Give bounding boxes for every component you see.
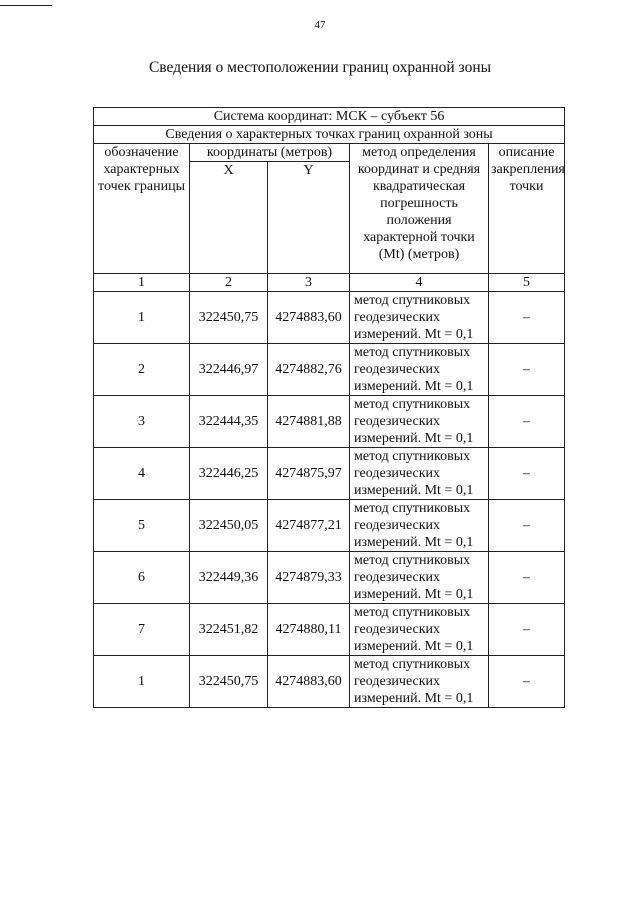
header-y: Y xyxy=(268,162,350,274)
point-id-cell: 3 xyxy=(94,396,190,448)
method-line: метод спутниковых xyxy=(354,553,471,568)
method-cell xyxy=(350,448,489,500)
method-cell xyxy=(350,552,489,604)
method-cell xyxy=(350,604,489,656)
column-number: 4 xyxy=(350,274,489,292)
method-line: геодезических xyxy=(354,622,441,637)
method-line: геодезических xyxy=(354,414,441,429)
method-cell xyxy=(350,292,489,344)
method-line: геодезических xyxy=(354,570,441,585)
method-line: измерений. Mt = 0,1 xyxy=(354,639,474,654)
table-row xyxy=(94,344,565,396)
x-coordinate-cell: 322446,97 xyxy=(190,344,268,396)
header-designation: обозначение характерных точек границы xyxy=(94,144,190,274)
boundary-points-table xyxy=(93,107,565,708)
method-line: метод спутниковых xyxy=(354,449,471,464)
header-description: описание закрепления точки xyxy=(489,144,565,274)
header-method: метод определения координат и средняя квадратическая погрешность положения характерной точки (Mt) (метров) xyxy=(350,144,489,274)
description-cell: – xyxy=(489,656,565,708)
point-id-cell: 2 xyxy=(94,344,190,396)
table-row xyxy=(94,292,565,344)
method-line: геодезических xyxy=(354,518,441,533)
header-x: X xyxy=(190,162,268,274)
y-coordinate-cell: 4274877,21 xyxy=(268,500,350,552)
y-coordinate-cell: 4274883,60 xyxy=(268,656,350,708)
point-id-cell: 6 xyxy=(94,552,190,604)
table-row xyxy=(94,604,565,656)
column-number: 2 xyxy=(190,274,268,292)
method-line: измерений. Mt = 0,1 xyxy=(354,483,474,498)
y-coordinate-cell: 4274883,60 xyxy=(268,292,350,344)
column-number: 1 xyxy=(94,274,190,292)
method-cell xyxy=(350,500,489,552)
method-line: измерений. Mt = 0,1 xyxy=(354,431,474,446)
method-line: измерений. Mt = 0,1 xyxy=(354,535,474,550)
y-coordinate-cell: 4274881,88 xyxy=(268,396,350,448)
method-line: метод спутниковых xyxy=(354,657,471,672)
x-coordinate-cell: 322450,75 xyxy=(190,292,268,344)
description-cell: – xyxy=(489,604,565,656)
method-line: метод спутниковых xyxy=(354,501,471,516)
y-coordinate-cell: 4274882,76 xyxy=(268,344,350,396)
x-coordinate-cell: 322450,05 xyxy=(190,500,268,552)
point-id-cell: 1 xyxy=(94,656,190,708)
header-coordinates: координаты (метров) xyxy=(190,144,350,162)
point-id-cell: 4 xyxy=(94,448,190,500)
method-line: геодезических xyxy=(354,674,441,689)
table-row xyxy=(94,552,565,604)
method-line: геодезических xyxy=(354,466,441,481)
description-cell: – xyxy=(489,344,565,396)
page-number: 47 xyxy=(314,19,326,31)
table-row xyxy=(94,656,565,708)
coordinate-system-row: Система координат: МСК – субъект 56 xyxy=(94,108,565,126)
table-row xyxy=(94,448,565,500)
description-cell: – xyxy=(489,500,565,552)
method-line: измерений. Mt = 0,1 xyxy=(354,587,474,602)
corner-rule xyxy=(0,5,52,6)
column-number: 3 xyxy=(268,274,350,292)
y-coordinate-cell: 4274880,11 xyxy=(268,604,350,656)
description-cell: – xyxy=(489,396,565,448)
description-cell: – xyxy=(489,448,565,500)
point-id-cell: 5 xyxy=(94,500,190,552)
method-cell xyxy=(350,344,489,396)
method-line: метод спутниковых xyxy=(354,397,471,412)
method-cell xyxy=(350,396,489,448)
table-row xyxy=(94,396,565,448)
x-coordinate-cell: 322444,35 xyxy=(190,396,268,448)
description-cell: – xyxy=(489,552,565,604)
method-line: метод спутниковых xyxy=(354,605,471,620)
method-line: измерений. Mt = 0,1 xyxy=(354,691,474,706)
description-cell: – xyxy=(489,292,565,344)
y-coordinate-cell: 4274875,97 xyxy=(268,448,350,500)
points-info-row: Сведения о характерных точках границ охранной зоны xyxy=(94,126,565,144)
method-line: метод спутниковых xyxy=(354,293,471,308)
x-coordinate-cell: 322449,36 xyxy=(190,552,268,604)
x-coordinate-cell: 322450,75 xyxy=(190,656,268,708)
method-cell xyxy=(350,656,489,708)
table-row xyxy=(94,500,565,552)
point-id-cell: 1 xyxy=(94,292,190,344)
method-line: измерений. Mt = 0,1 xyxy=(354,379,474,394)
page-title: Сведения о местоположении границ охранной зоны xyxy=(148,59,492,76)
method-line: геодезических xyxy=(354,362,441,377)
method-line: геодезических xyxy=(354,310,441,325)
method-line: измерений. Mt = 0,1 xyxy=(354,327,474,342)
method-line: метод спутниковых xyxy=(354,345,471,360)
column-number: 5 xyxy=(489,274,565,292)
x-coordinate-cell: 322451,82 xyxy=(190,604,268,656)
x-coordinate-cell: 322446,25 xyxy=(190,448,268,500)
y-coordinate-cell: 4274879,33 xyxy=(268,552,350,604)
point-id-cell: 7 xyxy=(94,604,190,656)
